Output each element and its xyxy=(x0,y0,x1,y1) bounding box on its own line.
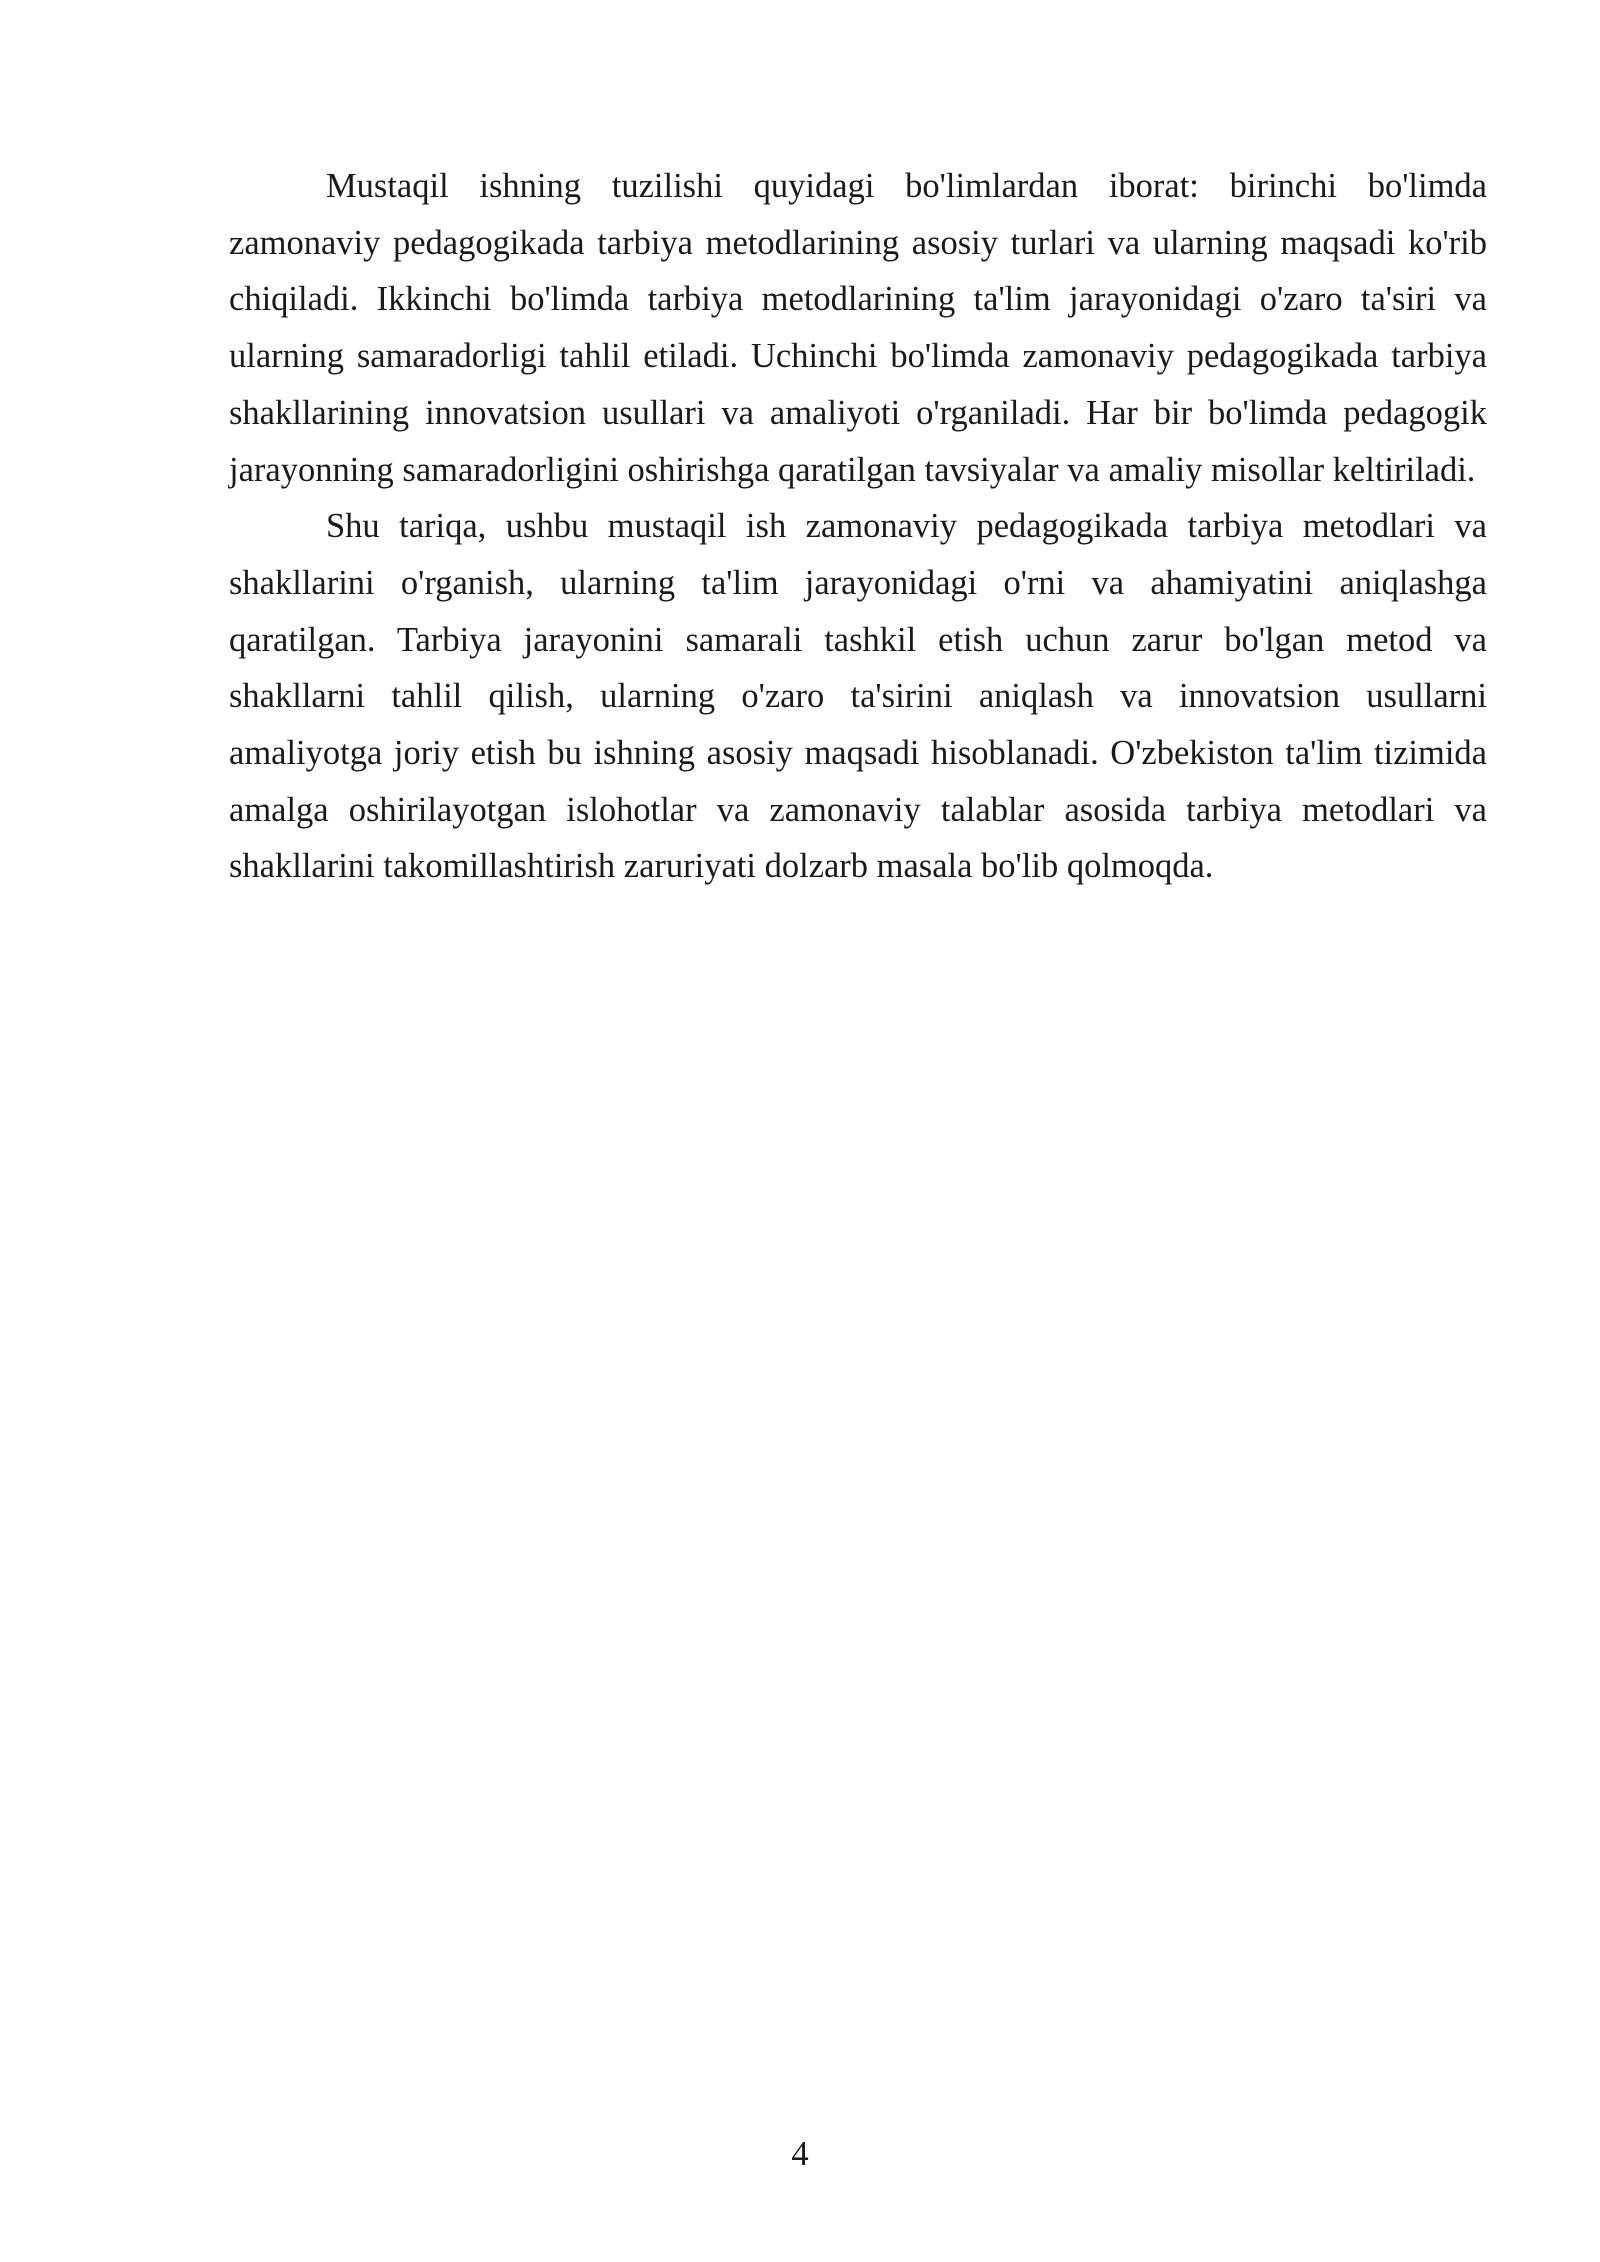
paragraph-1: Mustaqil ishning tuzilishi quyidagi bo'limlardan iborat: birinchi bo'limda zamonaviy pedagogikada tarbiya metodlarining asosiy turlari va ularning maqsadi ko'rib chiqiladi. Ikkinchi bo'limda tarbiya metodlarining ta'lim jarayonidagi o'zaro ta'siri va ularning samaradorligi tahlil etiladi. Uchinchi bo'limda zamonaviy pedagogikada tarbiya shakllarining innovatsion usullari va amaliyoti o'rganiladi. Har bir bo'limda pedagogik jarayonning samaradorligini oshirishga qaratilgan tavsiyalar va amaliy misollar keltiriladi. xyxy=(229,167,1487,489)
body-text xyxy=(229,158,1487,895)
page-number: 4 xyxy=(791,2135,809,2173)
paragraph-2: Shu tariqa, ushbu mustaqil ish zamonaviy pedagogikada tarbiya metodlari va shakllarini o'rganish, ularning ta'lim jarayonidagi o'rni va ahamiyatini aniqlashga qaratilgan. Tarbiya jarayonini samarali tashkil etish uchun zarur bo'lgan metod va shakllarni tahlil qilish, ularning o'zaro ta'sirini aniqlash va innovatsion usullarni amaliyotga joriy etish bu ishning asosiy maqsadi hisoblanadi. O'zbekiston ta'lim tizimida amalga oshirilayotgan islohotlar va zamonaviy talablar asosida tarbiya metodlari va shakllarini takomillashtirish zaruriyati dolzarb masala bo'lib qolmoqda. xyxy=(229,507,1487,886)
